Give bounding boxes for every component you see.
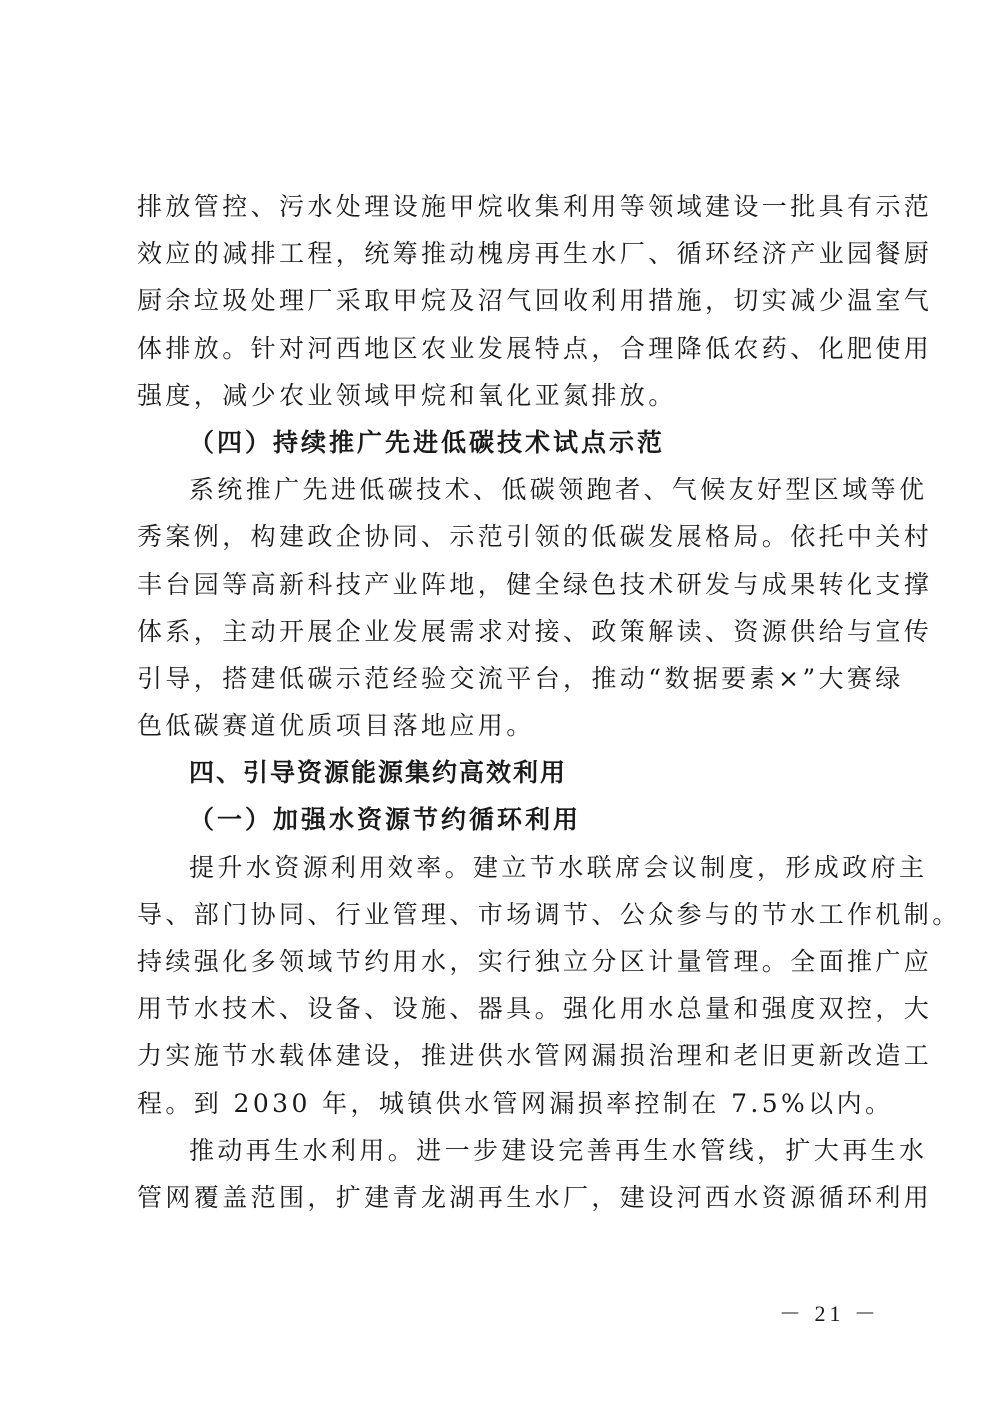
body-line: 持续强化多领域节约用水，实行独立分区计量管理。全面推广应 — [137, 947, 933, 976]
body-line: 排放管控、污水处理设施甲烷收集利用等领域建设一批具有示范 — [137, 192, 933, 221]
body-line: 推动再生水利用。进一步建设完善再生水管线，扩大再生水 — [189, 1135, 928, 1165]
body-line: 导、部门协同、行业管理、市场调节、公众参与的节水工作机制。 — [137, 899, 961, 929]
body-line: 体排放。针对河西地区农业发展特点，合理降低农药、化肥使用 — [137, 333, 933, 363]
section-heading: （四）持续推广先进低碳技术试点示范 — [189, 427, 666, 457]
body-line: 程。到 2030 年，城镇供水管网漏损率控制在 7.5%以内。 — [137, 1088, 894, 1118]
body-line: 色低碳赛道优质项目落地应用。 — [137, 711, 535, 741]
section-heading: （一）加强水资源节约循环利用 — [189, 805, 582, 835]
body-line: 管网覆盖范围，扩建青龙湖再生水厂，建设河西水资源循环利用 — [137, 1182, 933, 1212]
body-line: 丰台园等高新科技产业阵地，健全绿色技术研发与成果转化支撑 — [137, 569, 933, 599]
body-line: 力实施节水载体建设，推进供水管网漏损治理和老旧更新改造工 — [137, 1041, 933, 1071]
document-body — [137, 183, 961, 1221]
body-line: 厨余垃圾处理厂采取甲烷及沼气回收利用措施，切实减少温室气 — [137, 286, 933, 316]
body-line: 效应的减排工程，统筹推动槐房再生水厂、循环经济产业园餐厨 — [137, 239, 933, 269]
chapter-heading: 四、引导资源能源集约高效利用 — [189, 758, 568, 788]
page-number: － 21 － — [778, 1301, 880, 1326]
body-line: 提升水资源利用效率。建立节水联席会议制度，形成政府主 — [189, 852, 928, 882]
body-line: 体系，主动开展企业发展需求对接、政策解读、资源供给与宣传 — [137, 616, 933, 646]
body-line: 用节水技术、设备、设施、器具。强化用水总量和强度双控，大 — [137, 994, 933, 1024]
body-line: 系统推广先进低碳技术、低碳领跑者、气候友好型区域等优 — [189, 475, 928, 505]
body-line: 引导，搭建低碳示范经验交流平台，推动“数据要素×”大赛绿 — [137, 663, 904, 693]
body-line: 秀案例，构建政企协同、示范引领的低碳发展格局。依托中关村 — [137, 522, 933, 552]
body-line: 强度，减少农业领域甲烷和氧化亚氮排放。 — [137, 380, 677, 410]
